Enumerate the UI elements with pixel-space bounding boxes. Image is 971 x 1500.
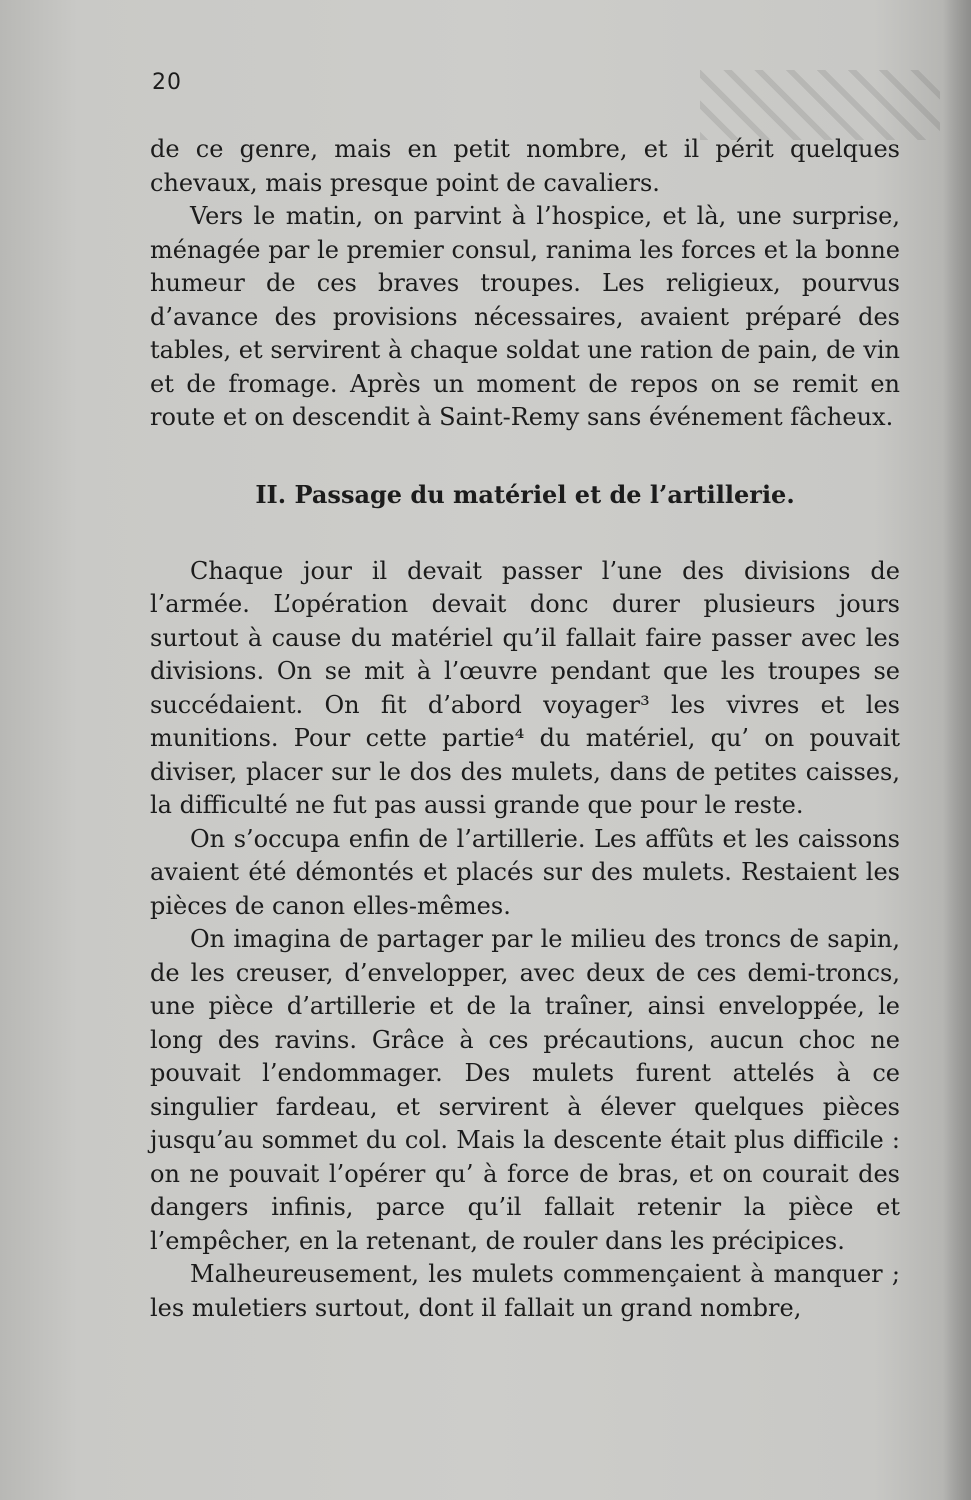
paragraph-3: Chaque jour il devait passer l’une des divisions de l’armée. L’opération devait donc durer plusieurs jours surtout à cause du matériel qu’il fallait faire passer avec les divisions. On se mit à l’œuvre pendant que les troupes se succédaient. On fit d’abord voyager³ les vivres et les munitions. Pour cette partie⁴ du matériel, qu’ on pouvait diviser, placer sur le dos des mulets, dans de petites caisses, la difficulté ne fut pas aussi grande que pour le reste. [150,556,900,819]
paragraph-1: de ce genre, mais en petit nombre, et il périt quelques chevaux, mais presque point de cavaliers. [150,135,900,197]
show-through-ornament [700,70,940,140]
section-heading: II. Passage du matériel et de l’artillerie. [255,479,795,509]
paragraph-4: On s’occupa enfin de l’artillerie. Les affûts et les caissons avaient été démontés et placés sur des mulets. Restaient les pièces de canon elles-mêmes. [150,824,900,920]
page-edge-shadow [943,0,971,1500]
page-number: 20 [152,70,182,95]
paragraph-5: On imagina de partager par le milieu des troncs de sapin, de les creuser, d’envelopper, avec deux de ces demi-troncs, une pièce d’artillerie et de la traîner, ainsi enveloppée, le long des ravins. Grâce à ces précautions, aucun choc ne pouvait l’endommager. Des mulets furent attelés à ce singulier fardeau, et servirent à élever quelques pièces jusqu’au sommet du col. Mais la descente était plus difficile : on ne pouvait l’opérer qu’ à force de bras, et on courait des dangers infinis, parce qu’il fallait retenir la pièce et l’empêcher, en la retenant, de rouler dans les précipices. [150,925,900,1255]
paragraph-6: Malheureusement, les mulets commençaient à manquer ; les muletiers surtout, dont il fallait un grand nombre, [150,1260,900,1322]
page-body [150,133,900,1325]
paragraph-2: Vers le matin, on parvint à l’hospice, et là, une surprise, ménagée par le premier consul, ranima les forces et la bonne humeur de ces braves troupes. Les religieux, pourvus d’avance des provisions nécessaires, avaient préparé des tables, et servirent à chaque soldat une ration de pain, de vin et de fromage. Après un moment de repos on se remit en route et on descendit à Saint-Remy sans événement fâcheux. [150,202,900,431]
